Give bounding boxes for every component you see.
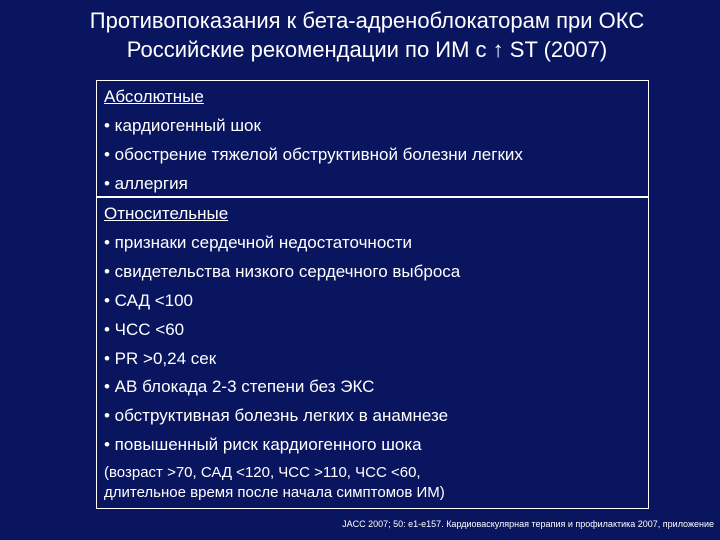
list-item: • аллергия xyxy=(104,173,188,193)
list-item: • САД <100 xyxy=(104,290,194,310)
slide-title xyxy=(22,6,712,64)
list-item: • ЧСС <60 xyxy=(104,319,185,339)
title-line-1: Противопоказания к бета-адреноблокаторам при ОКС xyxy=(89,8,645,33)
list-item: • АВ блокада 2-3 степени без ЭКС xyxy=(104,377,375,397)
list-item: • признаки сердечной недостаточности xyxy=(104,232,413,252)
list-item: • обструктивная болезнь легких в анамнезе xyxy=(104,406,449,426)
list-item: • повышенный риск кардиогенного шока xyxy=(104,435,422,455)
absolute-contraindications-box xyxy=(96,80,649,197)
note-line-1: (возраст >70, САД <120, ЧСС >110, ЧСС <60, xyxy=(104,464,421,482)
list-item: • свидетельства низкого сердечного выброса xyxy=(104,261,461,281)
absolute-heading: Абсолютные xyxy=(104,87,204,106)
list-item: • PR >0,24 сек xyxy=(104,348,217,368)
reference-footer: JACC 2007; 50: e1-e157. Кардиоваскулярная терапия и профилактика 2007, приложение xyxy=(342,519,714,529)
cardiogenic-shock-risk-note xyxy=(104,463,648,503)
title-line-2: Российские рекомендации по ИМ с ↑ ST (2007) xyxy=(126,37,608,62)
relative-heading: Относительные xyxy=(104,204,229,223)
note-line-2: длительное время после начала симптомов ИМ) xyxy=(104,484,445,502)
relative-contraindications-box xyxy=(96,197,649,509)
list-item: • обострение тяжелой обструктивной болезни легких xyxy=(104,144,523,164)
list-item: • кардиогенный шок xyxy=(104,115,261,135)
